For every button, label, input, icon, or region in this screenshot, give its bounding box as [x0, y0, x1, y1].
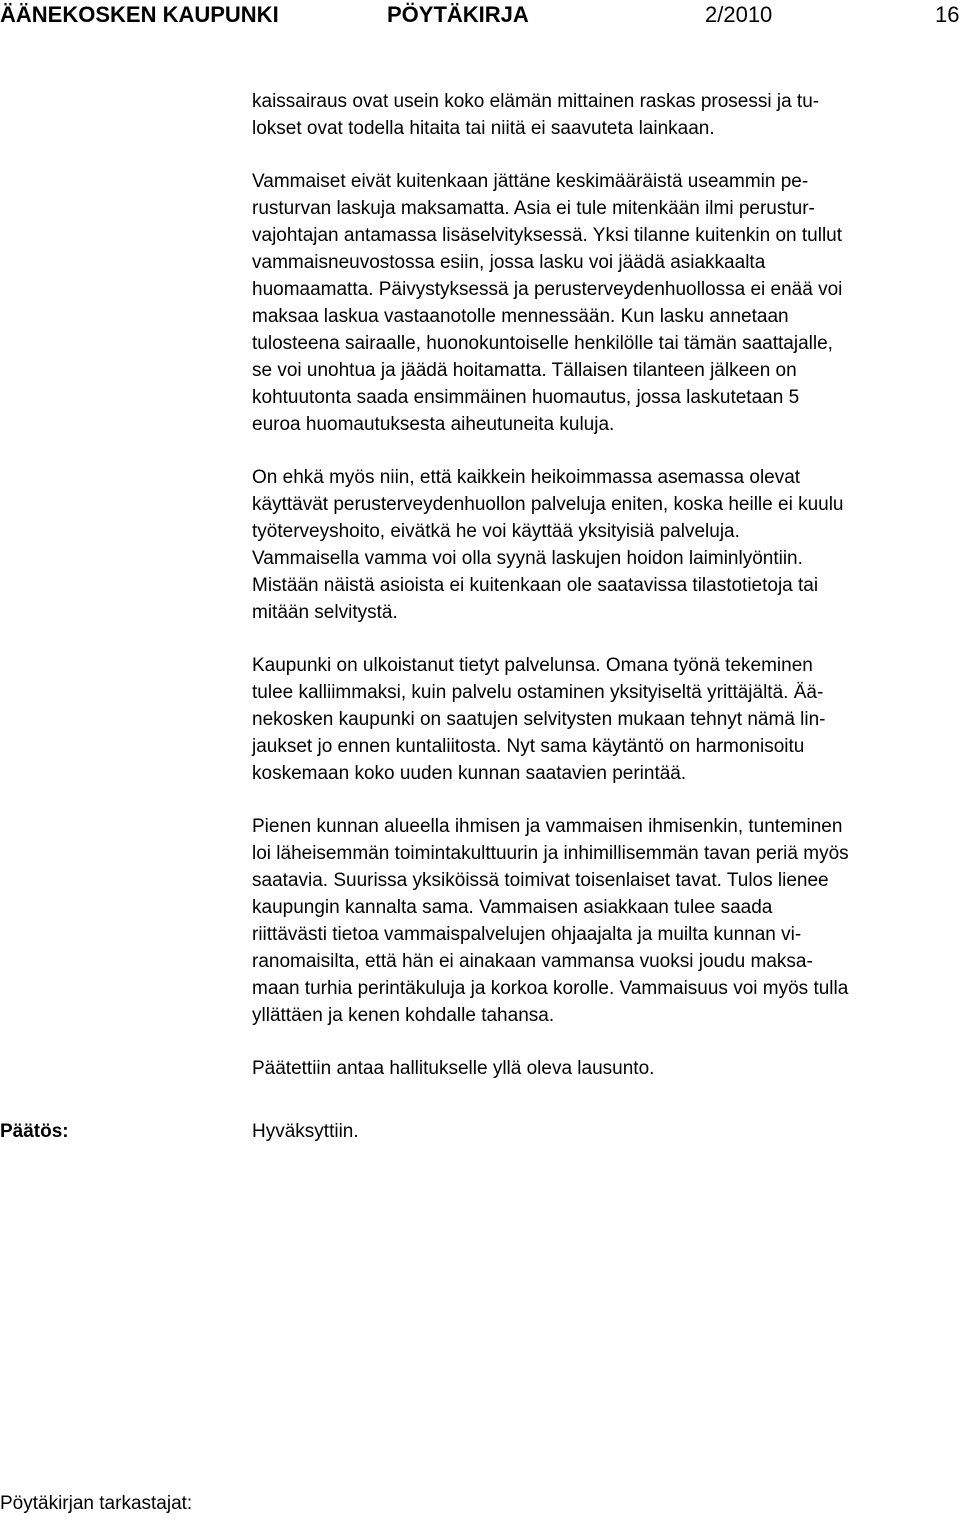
- text-line: tulee kalliimmaksi, kuin palvelu ostaminen yksityiseltä yrittäjältä. Ää-: [252, 682, 824, 703]
- text-line: koskemaan koko uuden kunnan saatavien perintää.: [252, 763, 687, 784]
- document-body: [252, 88, 960, 1082]
- text-line: Mistään näistä asioista ei kuitenkaan ole saatavissa tilastotietoja tai: [252, 575, 819, 596]
- text-line: Kaupunki on ulkoistanut tietyt palvelunsa. Omana työnä tekeminen: [252, 655, 813, 676]
- paragraph-1: [252, 88, 960, 142]
- paragraph-6: [252, 1055, 960, 1082]
- text-line: loi läheisemmän toimintakulttuurin ja inhimillisemmän tavan periä myös: [252, 843, 849, 864]
- text-line: se voi unohtua ja jäädä hoitamatta. Tällaisen tilanteen jälkeen on: [252, 360, 797, 381]
- paragraph-3: [252, 464, 960, 626]
- text-line: kaissairaus ovat usein koko elämän mittainen raskas prosessi ja tu-: [252, 91, 820, 112]
- text-line: saatavia. Suurissa yksiköissä toimivat toisenlaiset tavat. Tulos lienee: [252, 870, 829, 891]
- paragraph-4: [252, 652, 960, 787]
- text-line: On ehkä myös niin, että kaikkein heikoimmassa asemassa olevat: [252, 467, 801, 488]
- text-line: kohtuutonta saada ensimmäinen huomautus, jossa laskutetaan 5: [252, 387, 800, 408]
- text-line: Pienen kunnan alueella ihmisen ja vammaisen ihmisenkin, tunteminen: [252, 816, 843, 837]
- text-line: yllättäen ja kenen kohdalle tahansa.: [252, 1005, 555, 1026]
- text-line: Vammaiset eivät kuitenkaan jättäne keskimääräistä useammin pe-: [252, 171, 809, 192]
- paragraph-2: [252, 168, 960, 438]
- text-line: rusturvan laskuja maksamatta. Asia ei tule mitenkään ilmi perustur-: [252, 198, 815, 219]
- text-line: kaupungin kannalta sama. Vammaisen asiakkaan tulee saada: [252, 897, 773, 918]
- decision-text: Hyväksyttiin.: [252, 1121, 359, 1142]
- text-line: maksaa laskua vastaanotolle mennessään. Kun lasku annetaan: [252, 306, 789, 327]
- page-header: [0, 0, 960, 30]
- text-line: käyttävät perusterveydenhuollon palveluja eniten, koska heille ei kuulu: [252, 494, 844, 515]
- text-line: vammaisneuvostossa esiin, jossa lasku voi jäädä asiakkaalta: [252, 252, 766, 273]
- document-number: 2/2010: [705, 2, 773, 27]
- text-line: tulosteena sairaalle, huonokuntoiselle henkilölle tai tämän saattajalle,: [252, 333, 833, 354]
- organization-name: ÄÄNEKOSKEN KAUPUNKI: [0, 2, 279, 27]
- text-line: huomaamatta. Päivystyksessä ja perusterveydenhuollossa ei enää voi: [252, 279, 843, 300]
- paragraph-5: [252, 813, 960, 1029]
- footer-reviewers-label: Pöytäkirjan tarkastajat:: [0, 1493, 193, 1514]
- text-line: Vammaisella vamma voi olla syynä laskujen hoidon laiminlyöntiin.: [252, 548, 803, 569]
- document-type: PÖYTÄKIRJA: [387, 2, 529, 27]
- text-line: ranomaisilta, että hän ei ainakaan vammansa vuoksi joudu maksa-: [252, 951, 813, 972]
- text-line: euroa huomautuksesta aiheutuneita kuluja.: [252, 414, 615, 435]
- text-line: vajohtajan antamassa lisäselvityksessä. Yksi tilanne kuitenkin on tullut: [252, 225, 843, 246]
- text-line: mitään selvitystä.: [252, 602, 398, 623]
- page-number: 16: [935, 2, 960, 27]
- text-line: Päätettiin antaa hallitukselle yllä oleva lausunto.: [252, 1058, 655, 1079]
- text-line: lokset ovat todella hitaita tai niitä ei saavuteta lainkaan.: [252, 118, 715, 139]
- text-line: riittävästi tietoa vammaispalvelujen ohjaajalta ja muilta kunnan vi-: [252, 924, 802, 945]
- text-line: työterveyshoito, eivätkä he voi käyttää yksityisiä palveluja.: [252, 521, 740, 542]
- text-line: maan turhia perintäkuluja ja korkoa korolle. Vammaisuus voi myös tulla: [252, 978, 849, 999]
- text-line: jaukset jo ennen kuntaliitosta. Nyt sama käytäntö on harmonisoitu: [252, 736, 805, 757]
- text-line: nekosken kaupunki on saatujen selvitysten mukaan tehnyt nämä lin-: [252, 709, 826, 730]
- decision-label: Päätös:: [0, 1121, 69, 1142]
